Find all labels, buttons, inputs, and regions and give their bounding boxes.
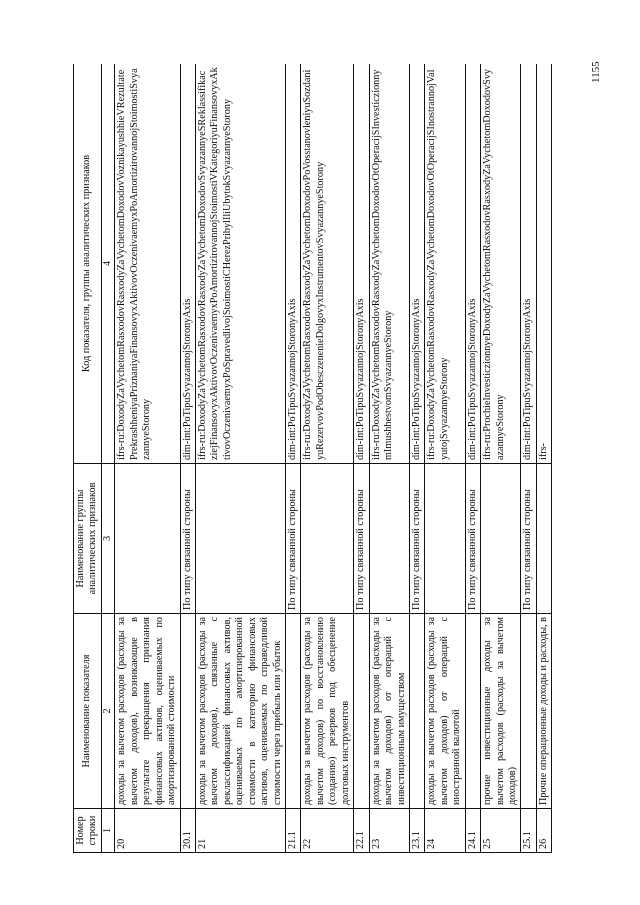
indicator-name: доходы за вычетом расходов (расходы за вычетом доходов) по восстановлению (созданию) резервов под обесценение долговых инструментов	[301, 614, 354, 809]
indicator-code: dim-int:PoTipuSvyazannojStoronyAxis	[465, 64, 480, 464]
indicator-name: прочие инвестиционные доходы за вычетом расходов (расходы за вычетом доходов)	[481, 614, 521, 809]
indicator-name: Прочие операционные доходы и расходы, в	[536, 614, 551, 809]
indicator-table	[73, 64, 552, 853]
group-name	[301, 464, 354, 614]
group-name: По типу связанной стороны	[180, 464, 195, 614]
indicator-code: dim-int:PoTipuSvyazannojStoronyAxis	[286, 64, 301, 464]
group-name: По типу связанной стороны	[521, 464, 536, 614]
document-page	[73, 64, 583, 853]
group-name	[425, 464, 465, 614]
row-number: 22	[301, 809, 354, 853]
table-row	[301, 64, 354, 853]
page-number: 1155	[590, 61, 602, 83]
indicator-code: ifrs-ru:DoxodyZaVychetomRasxodovRasxodyZaVychetomDoxodovOtOperacijSInostrannojValyutojSvyazannyeStorony	[425, 64, 465, 464]
group-name	[369, 464, 409, 614]
table-row	[286, 64, 301, 853]
header-indicator-code: Код показателя, группы аналитических признаков	[74, 64, 102, 464]
column-number-row	[101, 64, 114, 853]
header-row-number: Номер строки	[74, 809, 102, 853]
indicator-name: доходы за вычетом расходов (расходы за вычетом доходов) от операций с инвестиционным имуществом	[369, 614, 409, 809]
indicator-name: доходы за вычетом расходов (расходы за вычетом доходов), связанные с реклассификацией финансовых активов, оцениваемых по амортизированной стоимости в категорию финансовых активов, оцениваемых по справедливой стоимости через прибыль или убыток	[195, 614, 285, 809]
row-number: 20	[115, 809, 180, 853]
indicator-name	[286, 614, 301, 809]
indicator-name	[354, 614, 369, 809]
indicator-code: ifrs-ru:DoxodyZaVychetomRasxodovRasxodyZaVychetomDoxodovPoVosstanovleniyuSozdaniyuRezervovPodObesczenenieDolgovyxInstrumentovSvyazannyeStorony	[301, 64, 354, 464]
indicator-code: dim-int:PoTipuSvyazannojStoronyAxis	[521, 64, 536, 464]
indicator-code: ifrs-ru:DoxodyZaVychetomRasxodovRasxodyZaVychetomDoxodovOtOperacijSInvesticzionnymImushhestvomSvyazannyeStorony	[369, 64, 409, 464]
table-row	[369, 64, 409, 853]
indicator-name: доходы за вычетом расходов (расходы за вычетом доходов), возникающие в результате прекращения признания финансовых активов, оцениваемых по амортизированной стоимости	[115, 614, 180, 809]
row-number: 25	[481, 809, 521, 853]
indicator-name	[409, 614, 424, 809]
indicator-name	[521, 614, 536, 809]
table-row	[536, 64, 551, 853]
group-name	[481, 464, 521, 614]
table-row	[425, 64, 465, 853]
table-row	[409, 64, 424, 853]
table-body	[115, 64, 552, 853]
header-row	[74, 64, 102, 853]
indicator-name	[465, 614, 480, 809]
table-row	[180, 64, 195, 853]
table-row	[195, 64, 285, 853]
group-name	[195, 464, 285, 614]
indicator-code: dim-int:PoTipuSvyazannojStoronyAxis	[409, 64, 424, 464]
column-number: 1	[101, 809, 114, 853]
row-number: 24	[425, 809, 465, 853]
indicator-code: dim-int:PoTipuSvyazannojStoronyAxis	[354, 64, 369, 464]
column-number: 4	[101, 64, 114, 464]
table-row	[465, 64, 480, 853]
group-name: По типу связанной стороны	[465, 464, 480, 614]
row-number: 26	[536, 809, 551, 853]
indicator-name	[180, 614, 195, 809]
table-row	[481, 64, 521, 853]
group-name	[115, 464, 180, 614]
row-number: 24.1	[465, 809, 480, 853]
table-row	[354, 64, 369, 853]
indicator-code: ifrs-ru:DoxodyZaVychetomRasxodovRasxodyZaVychetomDoxodovSvyazannyeSReklassifikacziejFinansovyxAktivovOczenivaemyxPoAmortizirovannojStoimostiVKategoriyuFinansovyxAktivovOczenivaemyxPoSpravedlivojStoimostiCHerezPribylIliUbytokSvyazannyeStorony	[195, 64, 285, 464]
indicator-code: dim-int:PoTipuSvyazannojStoronyAxis	[180, 64, 195, 464]
row-number: 22.1	[354, 809, 369, 853]
row-number: 25.1	[521, 809, 536, 853]
indicator-code: ifrs-	[536, 64, 551, 464]
rotated-table-container	[73, 64, 583, 853]
group-name: По типу связанной стороны	[286, 464, 301, 614]
row-number: 23	[369, 809, 409, 853]
row-number: 21.1	[286, 809, 301, 853]
table-row	[115, 64, 180, 853]
header-group-name: Наименование группы аналитических признаков	[74, 464, 102, 614]
column-number: 3	[101, 464, 114, 614]
group-name: По типу связанной стороны	[354, 464, 369, 614]
row-number: 20.1	[180, 809, 195, 853]
indicator-code: ifrs-ru:ProchieInvesticzionnyeDoxodyZaVychetomRasxodovRasxodyZaVychetomDoxodovSvyazannyeStorony	[481, 64, 521, 464]
group-name: По типу связанной стороны	[409, 464, 424, 614]
group-name	[536, 464, 551, 614]
table-row	[521, 64, 536, 853]
indicator-code: ifrs-ru:DoxodyZaVychetomRasxodovRasxodyZaVychetomDoxodovVoznikayushhieVRezultatePrekrashheniyaPriznaniyaFinansovyxAktivovOczenivaemyxPoAmortizirovannojStoimostiSvyazannyeStorony	[115, 64, 180, 464]
indicator-name: доходы за вычетом расходов (расходы за вычетом доходов) от операций с иностранной валютой	[425, 614, 465, 809]
header-indicator-name: Наименование показателя	[74, 614, 102, 809]
row-number: 21	[195, 809, 285, 853]
column-number: 2	[101, 614, 114, 809]
row-number: 23.1	[409, 809, 424, 853]
